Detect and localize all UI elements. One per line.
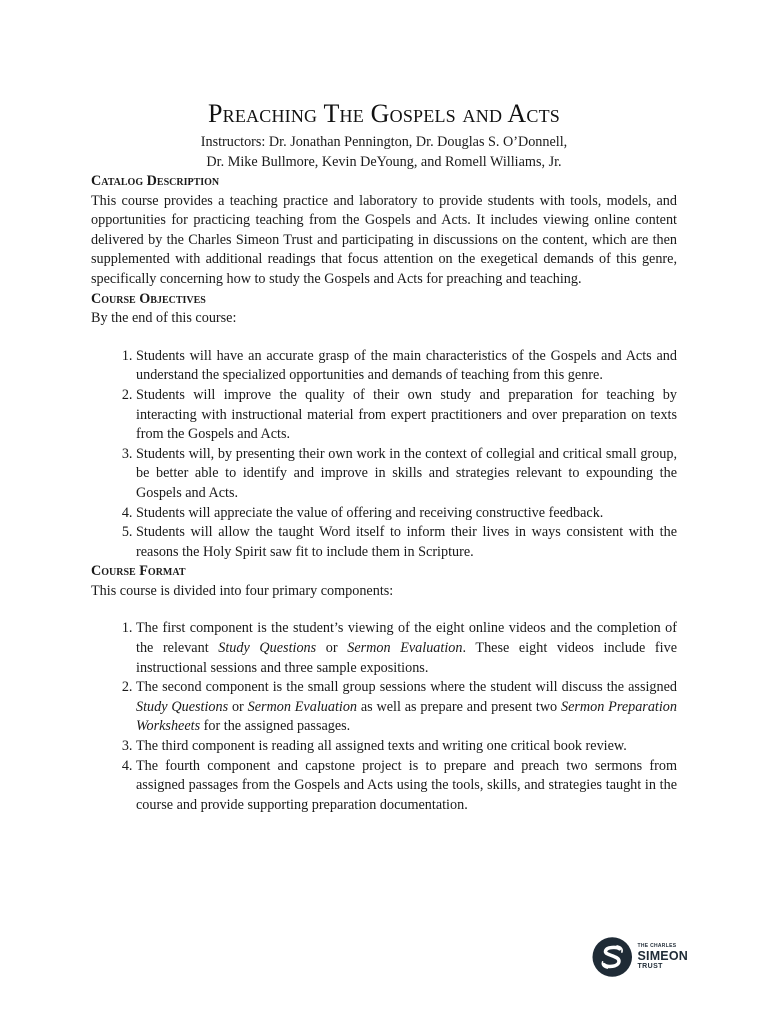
catalog-description-text: This course provides a teaching practice and laboratory to provide students with tools, models, and opportunities for practicing teaching from the Gospels and Acts. It includes viewing online content delivered by the Charles Simeon Trust and participating in discussions on the content, which are then supplemented with additional readings that focus attention on the exegetical demands of this genre, specifically concerning how to study the Gospels and Acts for preaching and teaching.	[91, 192, 677, 287]
format-item: 1. The first component is the student’s viewing of the eight online videos and the completion of the relevant Study Questions or Sermon Evaluation. These eight videos include five instructional sessions and three sample expositions.	[136, 619, 677, 678]
instructors-line-1: Instructors: Dr. Jonathan Pennington, Dr. Douglas S. O’Donnell,	[200, 134, 568, 150]
objective-item: 4. Students will appreciate the value of offering and receiving constructive feedback.	[136, 504, 677, 524]
course-format-section	[91, 562, 677, 815]
catalog-description-heading: Catalog Description	[91, 173, 220, 189]
instructors-block	[91, 132, 677, 172]
logo-line-1: THE CHARLES	[637, 942, 677, 949]
objective-item: 3. Students will, by presenting their own work in the context of collegial and critical small group, be better able to identify and improve in skills and strategies relevant to expounding the Gospels and Acts.	[136, 445, 677, 504]
document-title: Preaching The Gospels and Acts	[207, 99, 560, 128]
course-objectives-intro: By the end of this course:	[91, 310, 237, 327]
format-list	[91, 619, 677, 815]
logo-line-2: SIMEON	[637, 948, 688, 963]
objective-item: 2. Students will improve the quality of their own study and preparation for teaching by interacting with instructional material from expert practitioners and over preparation on texts from the Gospels and Acts.	[136, 386, 677, 445]
course-format-heading: Course Format	[91, 563, 186, 580]
simeon-trust-logo	[592, 934, 688, 980]
objectives-list	[91, 347, 677, 563]
course-objectives-section	[91, 290, 677, 563]
course-format-intro: This course is divided into four primary components:	[91, 582, 394, 599]
simeon-trust-s-icon	[592, 936, 632, 978]
catalog-description-section	[91, 172, 677, 290]
course-objectives-heading: Course Objectives	[91, 290, 206, 307]
objective-item: 5. Students will allow the taught Word itself to inform their lives in ways consistent with the reasons the Holy Spirit saw fit to include them in Scripture.	[136, 523, 677, 562]
simeon-trust-wordmark	[637, 944, 688, 971]
format-item: 4. The fourth component and capstone project is to prepare and preach two sermons from assigned passages from the Gospels and Acts using the tools, skills, and strategies taught in the course and provide supporting preparation documentation.	[136, 757, 677, 816]
instructors-line-2: Dr. Mike Bullmore, Kevin DeYoung, and Romell Williams, Jr.	[206, 154, 562, 170]
objective-item: 1. Students will have an accurate grasp of the main characteristics of the Gospels and Acts and understand the specialized opportunities and demands of teaching from this genre.	[136, 347, 677, 386]
format-item: 2. The second component is the small group sessions where the student will discuss the assigned Study Questions or Sermon Evaluation as well as prepare and present two Sermon Preparation Worksheets for the assigned passages.	[136, 678, 677, 737]
format-item: 3. The third component is reading all assigned texts and writing one critical book review.	[136, 737, 677, 757]
logo-line-3: TRUST	[637, 963, 663, 971]
